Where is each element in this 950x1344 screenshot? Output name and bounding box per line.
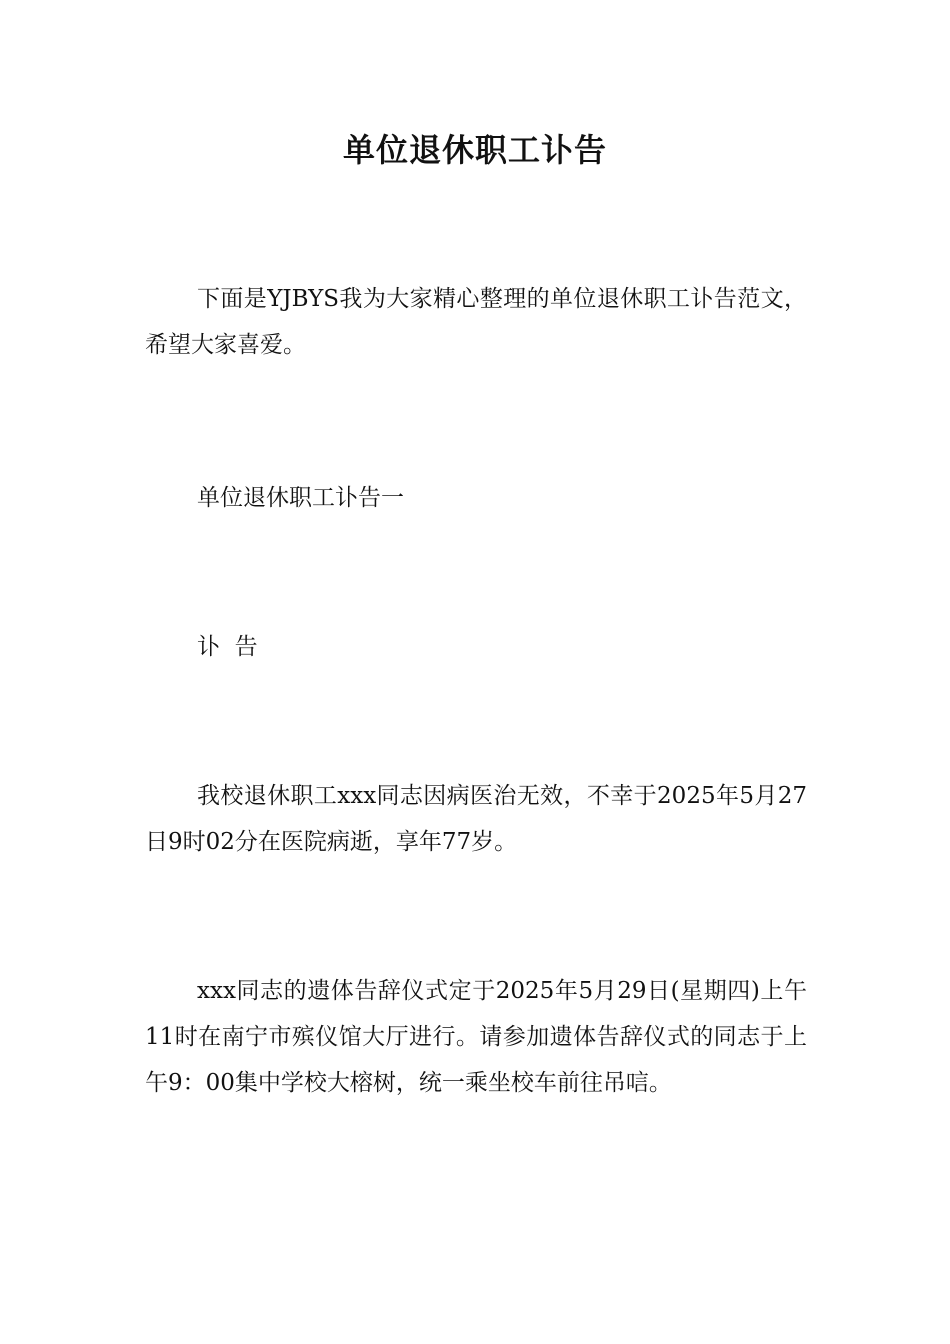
section-heading: 单位退休职工讣告一 xyxy=(197,485,404,511)
body-paragraph-death-notice: 我校退休职工xxx同志因病医治无效，不幸于2025年5月27日9时02分在医院病逝，享年77岁。 xyxy=(145,783,807,855)
intro-paragraph: 下面是YJBYS我为大家精心整理的单位退休职工讣告范文，希望大家喜爱。 xyxy=(145,286,807,358)
notice-heading: 讣 告 xyxy=(197,634,258,660)
body-paragraph-ceremony: xxx同志的遗体告辞仪式定于2025年5月29日(星期四)上午11时在南宁市殡仪馆大厅进行。请参加遗体告辞仪式的同志于上午9：00集中学校大榕树，统一乘坐校车前往吊唁。 xyxy=(145,978,807,1096)
document-title: 单位退休职工讣告 xyxy=(342,131,607,169)
